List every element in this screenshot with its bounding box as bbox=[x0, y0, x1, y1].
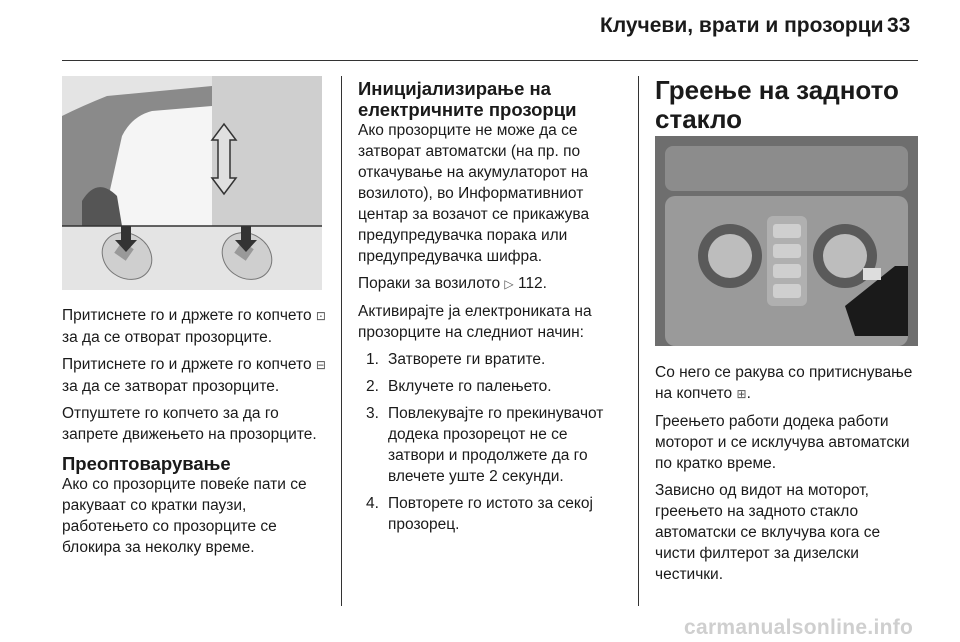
watermark: carmanualsonline.info bbox=[684, 616, 914, 639]
heading-overload: Преоптоварување bbox=[62, 453, 231, 474]
paragraph-open-windows: Притиснете го и држете го копчето ⊡ за да се отворат прозорците. bbox=[62, 307, 326, 346]
column-divider-2 bbox=[638, 76, 639, 606]
paragraph-init-intro: Ако прозорците не може да се затворат автоматски (на пр. по откачување на акумулаторот на возилото), во Информативниот центар за возачот се прикажува предупредувачка порака или предупредувачка шифра. bbox=[358, 122, 590, 265]
paragraph-vehicle-messages: Пораки за возилото ▷ 112. bbox=[358, 275, 547, 292]
paragraph-release: Отпуштете го копчето за да го запрете движењето на прозорците. bbox=[62, 405, 317, 443]
header-rule bbox=[62, 60, 918, 61]
rear-window-heating-icon: ⊞ bbox=[736, 387, 747, 401]
window-open-icon: ⊡ bbox=[315, 309, 326, 323]
heading-initialization: Иницијализирање на електричните прозорци bbox=[358, 78, 577, 120]
page-header-title: Клучеви, врати и прозорци bbox=[600, 14, 884, 37]
paragraph-heating-runs: Греењето работи додека работи моторот и се исклучува автоматски по кратко време. bbox=[655, 413, 910, 472]
list-item: 2. Вклучете го палењето. bbox=[366, 378, 552, 395]
paragraph-engine-dependent: Зависно од видот на моторот, греењето на задното стакло автоматски се вклучува кога се чисти филтерот за дизелски честички. bbox=[655, 482, 881, 583]
list-item: 1. Затворете ги вратите. bbox=[366, 351, 546, 368]
page-number: 33 bbox=[887, 14, 911, 37]
car-window-and-key-fob-illustration bbox=[62, 76, 322, 290]
paragraph-operate: Со него се ракува со притиснување на копчето ⊞. bbox=[655, 364, 913, 402]
window-close-icon: ⊟ bbox=[315, 358, 326, 372]
column-3-text bbox=[655, 362, 923, 591]
paragraph-close-windows: Притиснете го и држете го копчето ⊟ за да се затворат прозорците. bbox=[62, 356, 326, 395]
climate-control-panel-photo bbox=[655, 136, 918, 346]
list-item: 3. Повлекувајте го прекинувачот додека прозорецот не се затвори и продолжете да го влечете уште 2 секунди. bbox=[366, 405, 604, 485]
list-item: 4. Повторете го истото за секој прозорец. bbox=[366, 495, 593, 533]
paragraph-activate: Активирајте ја електрониката на прозорците на следниот начин: bbox=[358, 303, 592, 341]
column-3-heading bbox=[655, 76, 920, 140]
climate-panel-figure bbox=[655, 136, 918, 346]
page-reference-icon: ▷ bbox=[504, 277, 514, 291]
paragraph-overload: Ако со прозорците повеќе пати се ракуваат со кратки паузи, работењето со прозорците се блокира за неколку време. bbox=[62, 476, 307, 556]
column-divider-1 bbox=[341, 76, 342, 606]
heading-rear-window-heating: Греење на задното стакло bbox=[655, 75, 899, 134]
car-window-figure bbox=[62, 76, 322, 290]
column-1-text bbox=[62, 305, 330, 564]
column-2-text bbox=[358, 78, 620, 541]
steps-list bbox=[358, 349, 620, 535]
